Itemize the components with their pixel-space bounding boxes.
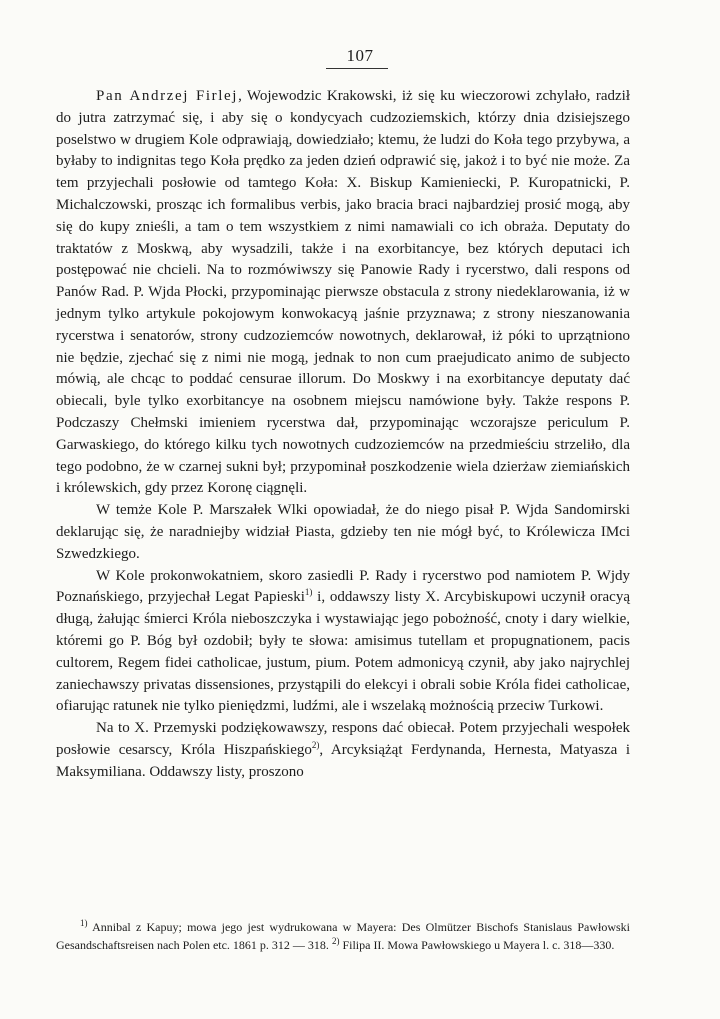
page-number: 107 bbox=[346, 46, 374, 65]
footnote-text: Annibal z Kapuy; mowa jego jest wydrukowana w Mayera: Des Olmützer Bischofs Stanislaus Pawłowski Gesandschaftsreisen nach Polen etc. 1861 p. 312 — 318. bbox=[56, 920, 630, 952]
footnote-marker: 2) bbox=[311, 739, 320, 750]
paragraph-4 bbox=[56, 718, 630, 783]
paragraph-1 bbox=[56, 86, 630, 500]
footnote-marker: 1) bbox=[304, 587, 313, 598]
paragraph-2 bbox=[56, 500, 630, 565]
footnote bbox=[56, 919, 630, 954]
footnote-number: 1) bbox=[80, 918, 88, 928]
footnote-text: Filipa II. Mowa Pawłowskiego u Mayera l. c. 318—330. bbox=[339, 937, 615, 952]
paragraph-text: i, oddawszy listy X. Arcybiskupowi uczynił oracyą długą, żałując śmierci Króla nieboszczyka i wystawiając jego pobożność, cnoty i dary wielkie, któremi go P. Bóg był ozdobił; były te słowa: amisimus tutellam et propugnationem, pacis cultorem, Regem fidei catholicae, justum, pium. Potem admonicyą czynił, aby jako najrychlej zaniechawszy privatas dissensiones, przystąpili do elekcyi i obrali sobie Króla fidei catholicae, ofiarując ratunek nie tylko pieniędzmi, ludźmi, ale i wszelaką możnością przeciw Turkowi. bbox=[56, 589, 630, 715]
page-number-rule bbox=[326, 68, 388, 69]
speaker-name: Pan Andrzej Firlej bbox=[96, 88, 239, 104]
paragraph-text: Na to X. Przemyski podziękowawszy, respons dać obiecał. Potem przyjechali wespołek posłowie cesarscy, Króla Hiszpańskiego bbox=[56, 720, 630, 758]
paragraph-3 bbox=[56, 566, 630, 719]
paragraph-text: , Arcyksiążąt Ferdynanda, Hernesta, Matyasza i Maksymiliana. Oddawszy listy, proszono bbox=[56, 741, 630, 780]
main-text bbox=[56, 86, 630, 784]
paragraph-text: W Kole prokonwokatniem, skoro zasiedli P. Rady i rycerstwo pod namiotem P. Wjdy Poznańskiego, przyjechał Legat Papieski bbox=[56, 567, 630, 606]
paragraph-text: , Wojewodzic Krakowski, iż się ku wieczorowi zchylało, radził do jutra zatrzymać się, i aby się o kondycyach cudzoziemskich, którzy dnia dzisiejszego poselstwo w drugiem Kole odprawiają, dowiedziało; ktemu, że ludzi do Koła tego przybywa, a byłaby to indignitas tego Koła prędko za jeden dzień odprawić się, jakoż i to być nie może. Za tem przyjechali posłowie od tamtego Koła: X. Biskup Kamieniecki, P. Kuropatnicki, P. Michalczowski, prosząc ich formalibus verbis, jako bracia braci najbardziej prosić mogą, aby się do kupy znieśli, a tam o tem wszystkiem z nimi namawiali co ich obraża. Deputaty do traktatów z Moskwą, aby wysadzili, także i na exorbitancye, bez których deputaci ich postępować nie chcieli. Na to rozmówiwszy się Panowie Rady i rycerstwo, dali respons od Panów Rad. P. Wjda Płocki, przypominając pierwsze obstacula z strony niedeklarowania, iż w jednym tylko artykule pokojowym konwokacyą jaśnie przyznawa; z strony nieszanowania rycerstwa i senatorów, strony cudzoziemców nowotnych, deklarował, iż póki to uprzątniono nie będzie, zjechać się z nimi nie mogą, jednak to non cum praejudicato animo de subjecto mówią, ale chcąc to poddać censurae illorum. Do Moskwy i na exorbitancye deputaty dać obiecali, byle tylko exorbitancye na osobnem miejscu namówione były. Także respons P. Podczaszy Chełmski imieniem rycerstwa dał, przypominając wczorajsze periculum P. Garwaskiego, do którego kilku tych nowotnych cudzoziemców na przedmieściu strzeliło, dla tego podobno, że w czarnej sukni był; przypominał poszkodzenie wiela dzierżaw ziemiańskich i królewskich, gdy przez Koronę ciągnęli. bbox=[56, 88, 630, 497]
footnotes bbox=[56, 919, 630, 954]
paragraph-text: W temże Kole P. Marszałek Wlki opowiadał, że do niego pisał P. Wjda Sandomirski deklarując się, że naradniejby widział Piasta, gdzieby ten nie mógł być, to Królewicza IMci Szwedzkiego. bbox=[56, 502, 630, 562]
footnote-number: 2) bbox=[331, 935, 340, 946]
